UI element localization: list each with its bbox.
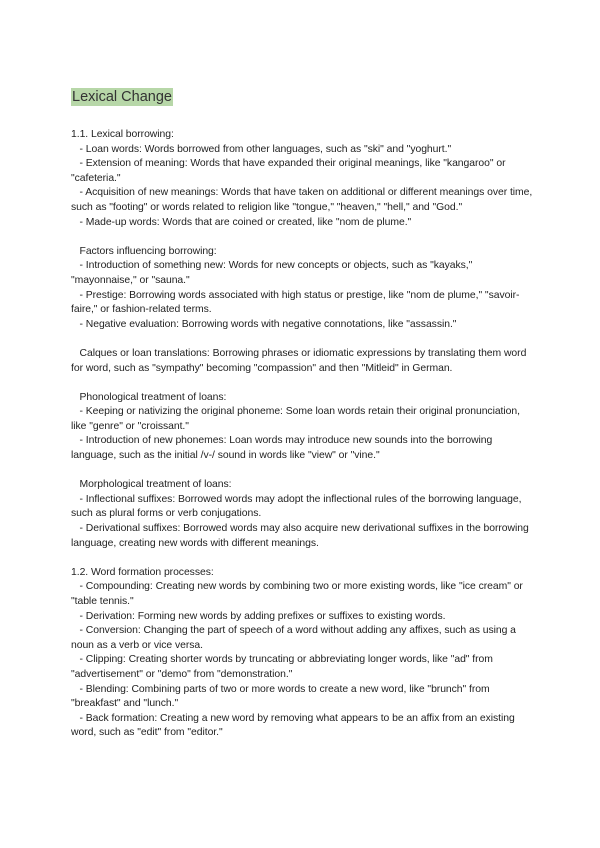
- document-body: [71, 128, 536, 741]
- section-heading-word-formation: 1.2. Word formation processes:: [71, 566, 214, 578]
- item-negative-evaluation: - Negative evaluation: Borrowing words with negative connotations, like "assassin.": [71, 318, 457, 330]
- item-acquisition-of-new-meanings: - Acquisition of new meanings: Words that have taken on additional or different meanings over time, such as "footing" or words related to religion like "tongue," "heaven," "hell," and "God.": [71, 187, 536, 213]
- item-inflectional-suffixes: - Inflectional suffixes: Borrowed words may adopt the inflectional rules of the borrowing language, such as plural forms or verb conjugations.: [71, 493, 525, 520]
- item-derivation: - Derivation: Forming new words by adding prefixes or suffixes to existing words.: [71, 610, 446, 622]
- subheading-phonological-treatment: Phonological treatment of loans:: [71, 391, 227, 403]
- item-introduction-of-new-phonemes: - Introduction of new phonemes: Loan words may introduce new sounds into the borrowing language, such as the initial /v-/ sound in words like "view" or "vine.": [71, 435, 496, 462]
- paragraph-calques: Calques or loan translations: Borrowing phrases or idiomatic expressions by translating them word for word, such as "sympathy" becoming "compassion" and then "Mitleid" in German.: [71, 347, 530, 374]
- subheading-factors-influencing-borrowing: Factors influencing borrowing:: [71, 245, 217, 257]
- item-clipping: - Clipping: Creating shorter words by truncating or abbreviating longer words, like "ad" from "advertisement" or "demo" from "demonstration.": [71, 654, 496, 680]
- item-introduction-of-something-new: - Introduction of something new: Words for new concepts or objects, such as "kayaks," "mayonnaise," or "sauna.": [71, 260, 476, 286]
- section-heading-lexical-borrowing: 1.1. Lexical borrowing:: [71, 129, 174, 140]
- page-title: Lexical Change: [72, 89, 172, 105]
- item-compounding: - Compounding: Creating new words by combining two or more existing words, like "ice cream" or "table tennis.": [71, 581, 526, 607]
- item-made-up-words: - Made-up words: Words that are coined or created, like "nom de plume.": [71, 216, 412, 228]
- item-conversion: - Conversion: Changing the part of speech of a word without adding any affixes, such as using a noun as a verb or vice versa.: [71, 625, 519, 651]
- item-keeping-or-nativizing: - Keeping or nativizing the original phoneme: Some loan words retain their original pronunciation, like "genre" or "croissant.": [71, 406, 523, 432]
- item-back-formation: - Back formation: Creating a new word by removing what appears to be an affix from an existing word, such as "edit" from "editor.": [71, 712, 518, 739]
- item-blending: - Blending: Combining parts of two or more words to create a new word, like "brunch" from "breakfast" and "lunch.": [71, 683, 493, 710]
- item-loan-words: - Loan words: Words borrowed from other languages, such as "ski" and "yoghurt.": [71, 143, 452, 155]
- item-extension-of-meaning: - Extension of meaning: Words that have expanded their original meanings, like "kangaroo" or "cafeteria.": [71, 158, 509, 184]
- item-prestige: - Prestige: Borrowing words associated with high status or prestige, like "nom de plume," "savoir-faire," or fashion-related terms.: [71, 289, 520, 316]
- subheading-morphological-treatment: Morphological treatment of loans:: [71, 479, 232, 491]
- item-derivational-suffixes: - Derivational suffixes: Borrowed words may also acquire new derivational suffixes in the borrowing language, creating new words with different meanings.: [71, 523, 532, 549]
